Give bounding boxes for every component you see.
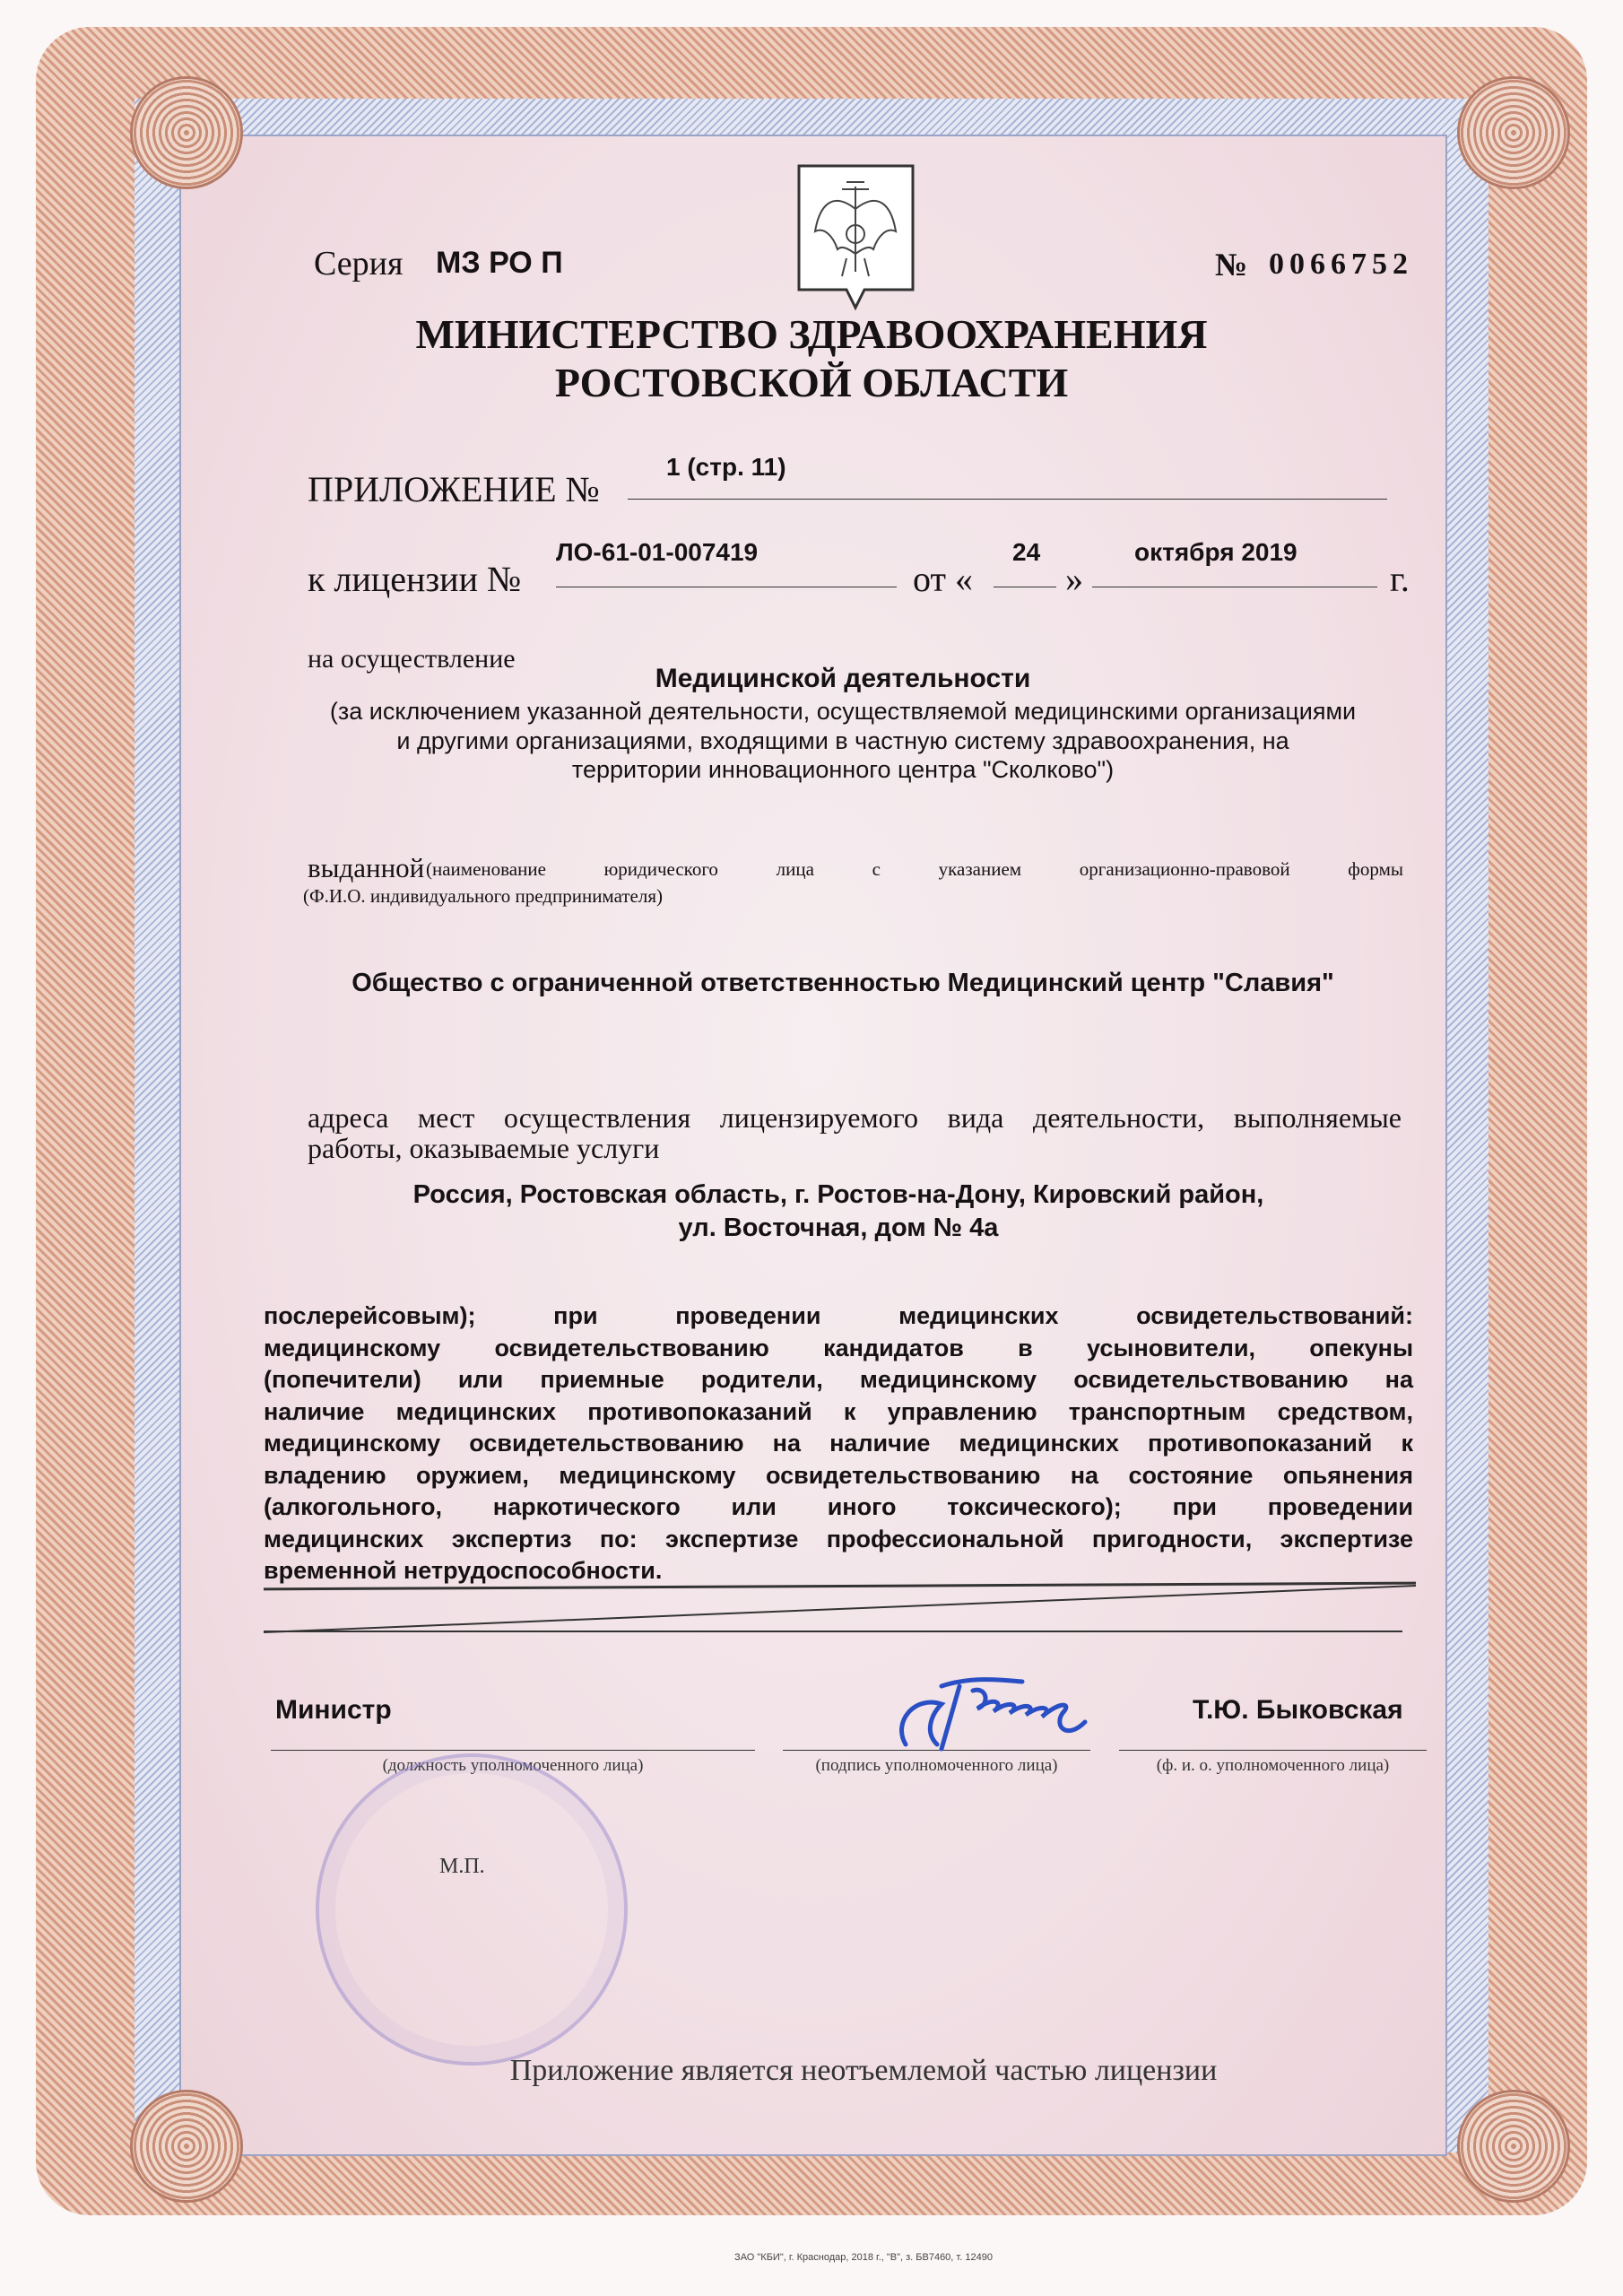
signer-name: Т.Ю. Быковская	[1193, 1695, 1403, 1725]
appendix-underline	[628, 499, 1387, 500]
services-line: наличие медицинских противопоказаний к управлению транспортным средством,	[264, 1397, 1413, 1425]
license-day: 24	[1012, 538, 1041, 566]
corner-rosette-icon	[1457, 2090, 1570, 2203]
issuer-title-line1: МИНИСТЕРСТВО ЗДРАВООХРАНЕНИЯ	[415, 311, 1208, 357]
address-label-line1: адреса мест осуществления лицензируемого вида деятельности, выполняемые	[308, 1101, 1402, 1134]
activity-title: Медицинской деятельности	[655, 664, 1031, 693]
issuer-title-line2: РОСТОВСКОЙ ОБЛАСТИ	[554, 360, 1069, 405]
license-year-suffix: г.	[1390, 559, 1410, 599]
services-text	[264, 1300, 1413, 1587]
services-line: (алкогольного, наркотического или иного токсического); при проведении	[264, 1493, 1413, 1520]
appendix-label: ПРИЛОЖЕНИЕ №	[308, 469, 600, 509]
activity-exclusion-line: (за исключением указанной деятельности, осуществляемой медицинскими организациями	[329, 698, 1357, 725]
license-number: ЛО-61-01-007419	[556, 538, 759, 566]
license-from-label: от «	[913, 559, 973, 599]
services-line: медицинских экспертиз по: экспертизе профессиональной пригодности, экспертизе	[264, 1525, 1413, 1552]
services-line: медицинскому освидетельствованию на наличие медицинских противопоказаний к	[264, 1430, 1413, 1457]
appendix-note: Приложение является неотъемлемой частью лицензии	[509, 2054, 1218, 2087]
services-line: послерейсовым); при проведении медицинских освидетельствований:	[264, 1302, 1413, 1329]
closing-diagonal-line	[264, 1583, 1420, 1637]
issued-hint-line2: (Ф.И.О. индивидуального предпринимателя)	[303, 885, 663, 907]
issued-label: выданной	[308, 852, 425, 883]
coat-of-arms-icon	[797, 164, 915, 300]
signer-position: Министр	[275, 1695, 392, 1725]
activity-exclusion-line: территории инновационного центра "Сколково")	[571, 756, 1115, 783]
activity-exclusion-line: и другими организациями, входящими в частную систему здравоохранения, на	[396, 727, 1289, 754]
license-close-quote: »	[1065, 559, 1083, 599]
document-number: 0066752	[1269, 248, 1413, 281]
services-line: медицинскому освидетельствованию кандидатов в усыновители, опекуны	[264, 1334, 1413, 1361]
signature-caption: (подпись уполномоченного лица)	[815, 1756, 1058, 1775]
seal-label: М.П.	[439, 1855, 485, 1878]
name-line	[1119, 1750, 1427, 1751]
position-caption: (должность уполномоченного лица)	[382, 1756, 644, 1775]
license-month-year: октября 2019	[1134, 538, 1298, 566]
address-line2: ул. Восточная, дом № 4а	[678, 1213, 999, 1242]
position-line	[271, 1750, 755, 1751]
activity-label: на осуществление	[308, 644, 516, 674]
corner-rosette-icon	[130, 76, 243, 189]
name-caption: (ф. и. о. уполномоченного лица)	[1156, 1756, 1390, 1775]
services-line: временной нетрудоспособности.	[264, 1557, 663, 1584]
address-label-line2: работы, оказываемые услуги	[308, 1132, 660, 1164]
address-line1: Россия, Ростовская область, г. Ростов-на-Дону, Кировский район,	[412, 1180, 1264, 1209]
corner-rosette-icon	[130, 2090, 243, 2203]
corner-rosette-icon	[1457, 76, 1570, 189]
series-value: МЗ РО П	[436, 246, 563, 280]
services-line: (попечители) или приемные родители, медицинскому освидетельствованию на	[264, 1366, 1413, 1393]
series-label: Серия	[314, 245, 404, 283]
printer-imprint: ЗАО "КБИ", г. Краснодар, 2018 г., "В", з. БВ7460, т. 12490	[734, 2252, 993, 2263]
issued-hint-line1: (наименование юридического лица с указанием организационно-правовой формы	[426, 858, 1403, 880]
organization-name: Общество с ограниченной ответственностью Медицинский центр "Славия"	[352, 969, 1334, 997]
license-label: к лицензии №	[308, 559, 522, 599]
services-line: владению оружием, медицинскому освидетельствованию на состояние опьянения	[264, 1461, 1413, 1489]
appendix-number: 1 (стр. 11)	[666, 453, 786, 481]
official-stamp	[316, 1753, 628, 2066]
handwritten-signature	[888, 1659, 1103, 1758]
number-label: №	[1215, 247, 1248, 283]
